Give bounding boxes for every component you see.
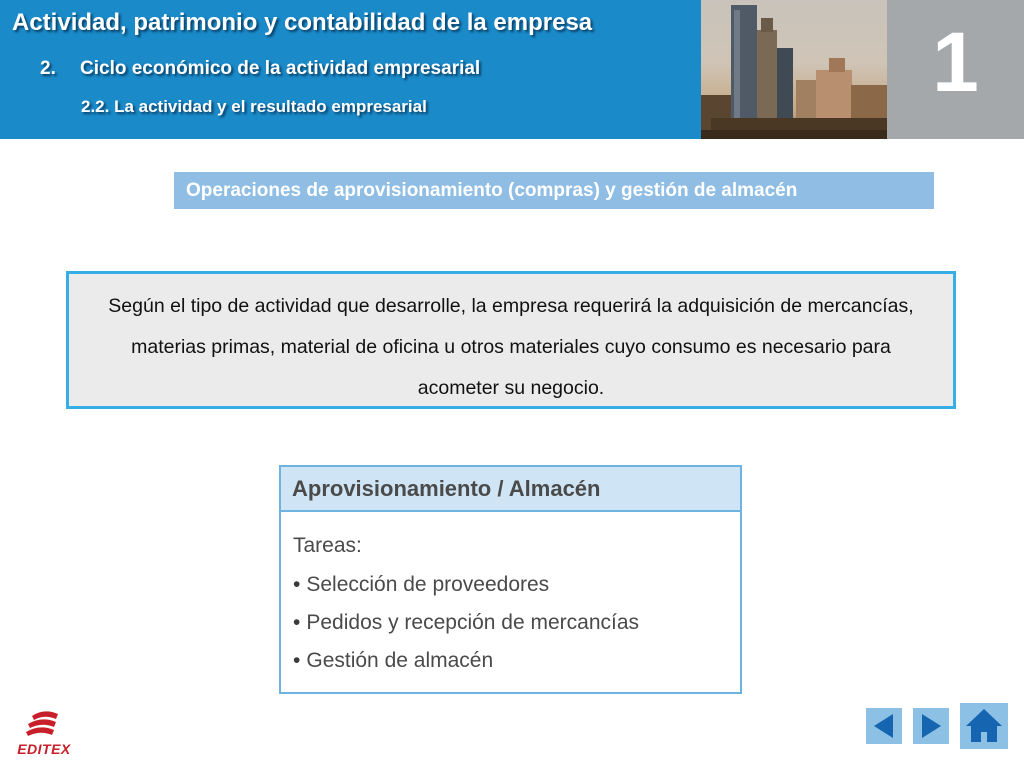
- skyline-illustration: [701, 0, 887, 139]
- next-slide-button[interactable]: [913, 708, 949, 744]
- section-title: Operaciones de aprovisionamiento (compras) y gestión de almacén: [174, 172, 934, 209]
- subtitle-number: 2.: [40, 58, 56, 79]
- logo-text: EDITEX: [17, 741, 71, 757]
- slide-subsubtitle: 2.2. La actividad y el resultado empresarial: [81, 97, 427, 116]
- editex-logo-icon: [10, 710, 78, 742]
- list-item: [293, 566, 728, 604]
- previous-slide-button[interactable]: [866, 708, 902, 744]
- arrow-left-icon: [866, 708, 902, 744]
- slide-header: [0, 0, 1024, 139]
- slide-subtitle: [40, 58, 480, 80]
- home-icon: [960, 703, 1008, 749]
- list-item-text: Gestión de almacén: [306, 649, 494, 672]
- tasks-label: Tareas:: [293, 534, 362, 557]
- unit-number: 1: [932, 15, 979, 109]
- bullet-icon: •: [293, 649, 301, 672]
- editex-logo: [10, 710, 78, 760]
- bullet-icon: •: [293, 573, 301, 596]
- bullet-icon: •: [293, 611, 301, 634]
- subtitle-text: Ciclo económico de la actividad empresarial: [80, 58, 481, 79]
- slide-title: Actividad, patrimonio y contabilidad de la empresa: [12, 9, 593, 36]
- intro-textbox: Según el tipo de actividad que desarrolle, la empresa requerirá la adquisición de mercancías, materias primas, material de oficina u otros materiales cuyo consumo es necesario para acometer su negocio.: [66, 271, 956, 409]
- home-button[interactable]: [960, 703, 1008, 749]
- card-body: [281, 512, 740, 680]
- list-item-text: Selección de proveedores: [306, 573, 550, 596]
- unit-number-box: [887, 0, 1024, 139]
- list-item: [293, 642, 728, 680]
- arrow-right-icon: [913, 708, 949, 744]
- card-title: Aprovisionamiento / Almacén: [281, 467, 740, 512]
- city-skyline-image: [701, 0, 887, 139]
- supply-warehouse-card: [279, 465, 742, 694]
- list-item-text: Pedidos y recepción de mercancías: [306, 611, 640, 634]
- list-item: [293, 604, 728, 642]
- tasks-list: [293, 566, 728, 680]
